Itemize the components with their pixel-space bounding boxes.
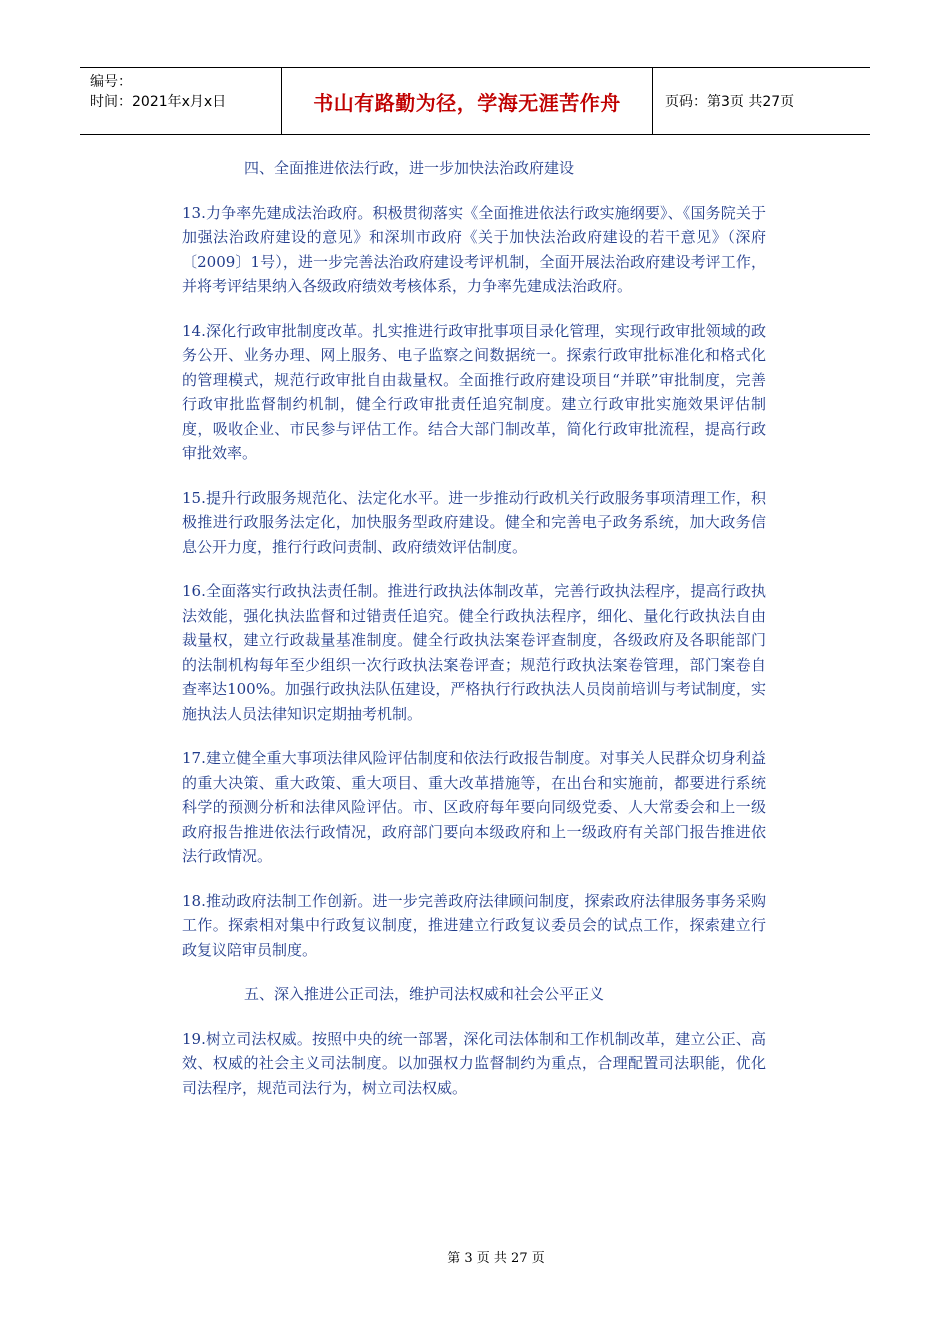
section-title-5: 五、深入推进公正司法，维护司法权威和社会公平正义 [244, 985, 605, 1003]
paragraph-14: 14.深化行政审批制度改革。扎实推进行政审批事项目录化管理，实现行政审批领域的政务公开、业务办理、网上服务、电子监察之间数据统一。探索行政审批标准化和格式化的管理模式，规范行政审批自由裁量权。全面推行政府建设项目“并联”审批制度，完善行政审批监督制约机制，健全行政审批责任追究制度。建立行政审批实施效果评估制度，吸收企业、市民参与评估工作。结合大部门制改革，简化行政审批流程，提高行政审批效率。 [182, 321, 766, 462]
document-header [80, 67, 870, 135]
paragraph-19: 19.树立司法权威。按照中央的统一部署，深化司法体制和工作机制改革，建立公正、高效、权威的社会主义司法制度。以加强权力监督制约为重点，合理配置司法职能，优化司法程序，规范司法行为，树立司法权威。 [182, 1029, 766, 1097]
document-date: 时间：2021年x月x日 [90, 94, 227, 110]
paragraph-13: 13.力争率先建成法治政府。积极贯彻落实《全面推进依法行政实施纲要》、《国务院关于加强法治政府建设的意见》和深圳市政府《关于加快法治政府建设的若干意见》（深府〔2009〕1号），进一步完善法治政府建设考评机制，全面开展法治政府建设考评工作，并将考评结果纳入各级政府绩效考核体系，力争率先建成法治政府。 [182, 203, 766, 295]
header-page-info: 页码：第3页 共27页 [665, 94, 795, 110]
header-meta [80, 68, 282, 134]
paragraph-16: 16.全面落实行政执法责任制。推进行政执法体制改革，完善行政执法程序，提高行政执法效能，强化执法监督和过错责任追究。健全行政执法程序，细化、量化行政执法自由裁量权，建立行政裁量基准制度。健全行政执法案卷评查制度，各级政府及各职能部门的法制机构每年至少组织一次行政执法案卷评查；规范行政执法案卷管理，部门案卷自查率达100%。加强行政执法队伍建设，严格执行行政执法人员岗前培训与考试制度，实施执法人员法律知识定期抽考机制。 [182, 582, 766, 723]
section-title-4: 四、全面推进依法行政，进一步加快法治政府建设 [244, 159, 575, 177]
paragraph-15: 15.提升行政服务规范化、法定化水平。进一步推动行政机关行政服务事项清理工作，积极推进行政服务法定化，加快服务型政府建设。健全和完善电子政务系统，加大政务信息公开力度，推行行政问责制、政府绩效评估制度。 [182, 488, 766, 556]
page-footer: 第 3 页 共 27 页 [447, 1251, 545, 1266]
paragraph-17: 17.建立健全重大事项法律风险评估制度和依法行政报告制度。对事关人民群众切身利益的重大决策、重大政策、重大项目、重大改革措施等，在出台和实施前，都要进行系统科学的预测分析和法律风险评估。市、区政府每年要向同级党委、人大常委会和上一级政府报告推进依法行政情况，政府部门要向本级政府和上一级政府有关部门报告推进依法行政情况。 [182, 749, 766, 865]
document-body [182, 156, 766, 1120]
document-number-label: 编号： [90, 74, 132, 90]
paragraph-18: 18.推动政府法制工作创新。进一步完善政府法律顾问制度，探索政府法律服务事务采购工作。探索相对集中行政复议制度，推进建立行政复议委员会的试点工作，探索建立行政复议陪审员制度。 [182, 891, 766, 959]
header-motto: 书山有路勤为径，学海无涯苦作舟 [282, 68, 653, 134]
